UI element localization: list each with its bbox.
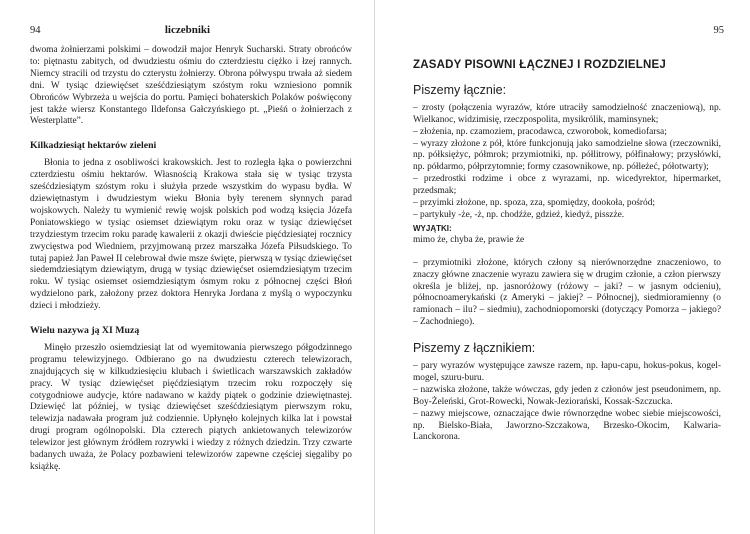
- page-number-left: 94: [30, 25, 41, 36]
- rule-item: – zrosty (połączenia wyrazów, które utraciły samodzielność znaczeniową), np. Wielkanoc, widzimisię, rzeczpospolita, mysikrólik, maminsynek;: [413, 102, 721, 125]
- right-page-body: [413, 60, 721, 444]
- exceptions-label: WYJĄTKI:: [413, 223, 452, 233]
- exceptions-text: mimo że, chyba że, prawie że: [413, 234, 525, 245]
- section-heading-tv: Wielu nazywa ją XI Muzą: [30, 325, 140, 337]
- rule-item-adjectives: – przymiotniki złożone, których człony są nierównorzędne znaczeniowo, to znaczy główne znaczenie wyrazu zawiera się w drugim członie, a człon pierwszy określa je bliżej, np. jasnoróżowy (różowy – jaki? – w jasnym odcieniu), północnoamerykański (z Ameryki – jakiej? – Północnej), siedmioramienny (o ramionach – ilu? – siedmiu), zachodniopomorski (dotyczący Pomorza – jakiego? – Zachodniego).: [413, 257, 721, 328]
- hyphen-rule-item: – pary wyrazów występujące zawsze razem, np. łapu-capu, hokus-pokus, kogel-mogel, szuru-buru.: [413, 361, 721, 383]
- subheading-laczna: Piszemy łącznie:: [413, 82, 507, 97]
- rule-item: – partykuły -że, -ż, np. chodźże, gdzież, kiedyż, pisszże.: [413, 209, 625, 220]
- rule-item: – złożenia, np. czamoziem, pracodawca, czworobok, komediofarsa;: [413, 126, 667, 137]
- hyphen-rule-item: – nazwy miejscowe, oznaczające dwie równorzędne wobec siebie miejscowości, np. Bielsko-Biała, Jaworzno-Szczakowa, Brzesko-Okocim, Kalwaria-Lanckorona.: [413, 408, 721, 443]
- chapter-heading: ZASADY PISOWNI ŁĄCZNEJ I ROZDZIELNEJ: [413, 59, 666, 71]
- intro-paragraph: dwoma żołnierzami polskimi – dowodził major Henryk Sucharski. Straty obrońców to: piętnastu zabitych, od dwudziestu ośmiu do czterdziestu ciężko i łzej rannych. Niemcy stracili od trzystu do czterystu żołnierzy. Obrona półwyspu trwała aż siedem dni. W tysiąc dziewięćset sześćdziesiątym szóstym roku wzniesiono pomnik Obrońców Wybrzeża u wejścia do portu. Pamięci bohaterskich Polaków poświęcony jest także wiersz Konstantego Ildefonsa Gałczyńskiego pt. „Pieśń o żołnierzach z Westerplatte”.: [30, 45, 352, 127]
- rule-item: – wyrazy złożone z pół, które funkcjonują jako samodzielne słowa (rzeczowniki, np. półksiężyc, półmrok; przymiotniki, np. półlitrowy, półfinałowy; przysłówki, np. półdarmo, półprzytomnie; formy czasownikowe, np. półleżeć, półotwarty);: [413, 138, 721, 173]
- rule-item: – przedrostki rodzime i obce z wyrazami, np. wicedyrektor, hipermarket, przedsmak;: [413, 174, 721, 197]
- left-page-body: [30, 45, 352, 474]
- rule-item: – przyimki złożone, np. spoza, zza, spomiędzy, dookoła, pośród;: [413, 198, 656, 209]
- section-heading-blonia: Kilkadziesiąt hektarów zieleni: [30, 140, 157, 152]
- running-head: liczebniki: [164, 24, 211, 36]
- page-number-right: 95: [713, 25, 724, 36]
- right-page: [375, 0, 750, 534]
- spacer: [413, 247, 721, 258]
- tv-paragraph: Minęło przeszło osiemdziesiąt lat od wyemitowania pierwszego półgodzinnego programu telewizyjnego. Odbierano go na dwudziestu czterech telewizorach, znajdujących się w kilkudziesięciu klubach i świetlicach warszawskich zakładów pracy. W tysiąc dziewięćset pięćdziesiątym trzecim roku rozpoczęły się cotygodniowe audycje, które nadawano w każdy piątek o godzinie dziewiętnastej. Dziewięć lat później, w tysiąc dziewięćset sześćdziesiątym pierwszym roku, telewizja nadawała program już codziennie. Upłynęło kolejnych kilka lat i powstał drugi program ogólnopolski. Dla czterech piątych ankietowanych telewizorów telewizor jest głównym źródłem rozrywki i wiedzy z różnych dziedzin. Trzy czwarte badanych uważa, że Polacy pozbawieni telewizorów zapewne częściej sięgaliby po książkę.: [30, 342, 352, 472]
- hyphen-rule-item: – nazwiska złożone, także wówczas, gdy jeden z członów jest pseudonimem, np. Boy-Żeleński, Grot-Rowecki, Nowak-Jeziorański, Kossak-Szczucka.: [413, 384, 721, 407]
- subheading-lacznik: Piszemy z łącznikiem:: [413, 341, 536, 356]
- blonia-paragraph: Błonia to jedna z osobliwości krakowskich. Jest to rozległa łąka o powierzchni czterdziestu ośmiu hektarów. Własnością Krakowa stała się w tysiąc trzysta sześćdziesiątym szóstym roku i służyła przede wszystkim do wypasu bydła. W dziewiętnastym i dwudziestym wieku Błonia były terenem słynnych parad wojskowych. Należy tu wymienić rewię wojsk polskich pod wodzą księcia Józefa Poniatowskiego w tysiąc osiemset dziewiątym roku oraz w tysiąc dziewięćset trzydziestym trzecim roku paradę kawalerii z okazji dwieście pięćdziesiątej rocznicy zwycięstwa pod Wiedniem, przyjmowaną przez marszałka Józefa Piłsudskiego. To tutaj papież Jan Paweł II celebrował dwie msze święte, pierwszą w tysiąc dziewięćset siedemdziesiątym dziewiątym, drugą w tysiąc dziewięćset osiemdziesiątym trzecim roku. W tysiąc osiemset osiemdziesiątym ósmym roku z północnej części Błoń wydzielono park, założony przez doktora Henryka Jordana z myślą o wypoczynku dzieci i młodzieży.: [30, 158, 352, 312]
